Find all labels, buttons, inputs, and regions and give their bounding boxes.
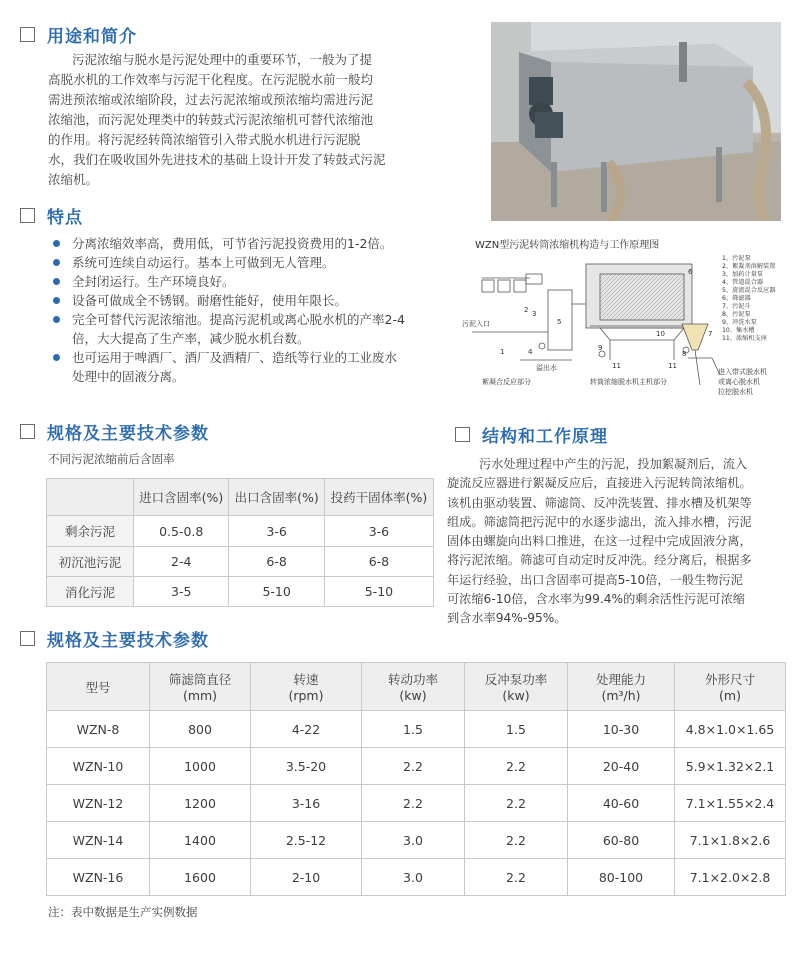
header-label: 外形尺寸	[704, 672, 755, 687]
table-header-row	[47, 479, 434, 516]
table-cell: WZN-12	[47, 785, 150, 822]
diagram-number: 5	[557, 318, 562, 326]
legend-item: 6、筛滤器	[722, 295, 751, 302]
table-cell: 80-100	[568, 859, 675, 896]
table-cell: 2.2	[362, 748, 465, 785]
table-header-cell: 出口含固率(%)	[229, 479, 324, 516]
table-cell: 2.2	[362, 785, 465, 822]
table-row	[47, 859, 786, 896]
table-cell: 初沉池污泥	[47, 547, 134, 577]
diagram-number: 10	[656, 330, 665, 338]
part-left-label: 絮凝合反应部分	[482, 378, 531, 386]
diagram-drawing	[460, 250, 790, 406]
table-cell: 6-8	[229, 547, 324, 577]
features-heading	[20, 203, 83, 228]
legend-item: 5、旋流混合反应器	[722, 287, 776, 294]
diagram-number: 4	[528, 348, 533, 356]
table-cell: 4.8×1.0×1.65	[675, 711, 786, 748]
diagram-number: 11	[668, 362, 677, 370]
feature-line: 倍，大大提高了生产率，减少脱水机台数。	[72, 331, 310, 346]
checkbox-square-icon	[20, 631, 35, 646]
table-cell: 60-80	[568, 822, 675, 859]
diagram-number: 3	[532, 310, 537, 318]
structure-line: 旋流反应器进行絮凝反应后，直接进入污泥转筒浓缩机。	[447, 476, 752, 491]
diagram-number: 8	[682, 350, 687, 358]
table-row	[47, 516, 434, 547]
table-header-cell	[568, 663, 675, 711]
table-header-cell	[47, 479, 134, 516]
features-list	[48, 234, 448, 386]
table-cell: 0.5-0.8	[134, 516, 229, 547]
table-header-cell	[150, 663, 251, 711]
structure-heading	[455, 422, 608, 447]
table-cell: 2-10	[251, 859, 362, 896]
legend-item: 3、加药计量泵	[722, 271, 764, 278]
table-cell: 800	[150, 711, 251, 748]
header-label: 转速	[293, 672, 319, 687]
header-unit: (rpm)	[288, 688, 324, 703]
table-row	[47, 711, 786, 748]
to-press-label: 进入带式脱水机	[718, 368, 767, 376]
table-cell: 1.5	[465, 711, 568, 748]
table-row	[47, 577, 434, 607]
intro-line: 浓缩机。	[48, 172, 99, 187]
bullet-icon	[53, 316, 60, 323]
part-right-label: 转筒浓缩脱水机主机部分	[590, 378, 667, 386]
feature-item	[48, 348, 448, 386]
feature-item	[48, 253, 448, 272]
checkbox-square-icon	[20, 424, 35, 439]
feature-line: 全封闭运行。生产环境良好。	[72, 274, 235, 289]
intro-line: 的作用。将污泥经转筒浓缩管引入带式脱水机进行污泥脱	[48, 132, 361, 147]
checkbox-square-icon	[20, 27, 35, 42]
table-cell: 2.2	[465, 785, 568, 822]
diagram-number: 1	[500, 348, 505, 356]
diagram-number: 11	[612, 362, 621, 370]
table-cell: 3-16	[251, 785, 362, 822]
structure-line: 年运行经验，出口含固率可提高5-10倍，一般生物污泥	[447, 572, 743, 587]
intro-line: 高脱水机的工作效率与污泥干化程度。在污泥脱水前一般均	[48, 72, 374, 87]
to-press-label: 拉挖脱水机	[718, 388, 753, 396]
spec1-title: 规格及主要技术参数	[47, 424, 209, 444]
intro-line: 浓缩池，而污泥处理类中的转鼓式污泥浓缩机可替代浓缩池	[48, 112, 374, 127]
table-cell: 1200	[150, 785, 251, 822]
table-row	[47, 748, 786, 785]
table-note: 注：表中数据是生产实例数据	[48, 905, 198, 919]
table-cell: 3-6	[229, 516, 324, 547]
feature-line: 完全可替代污泥浓缩池。提高污泥机或离心脱水机的产率2-4	[72, 312, 405, 327]
table-cell: WZN-8	[47, 711, 150, 748]
table-header-row	[47, 663, 786, 711]
table-cell: 3.0	[362, 859, 465, 896]
intro-line: 水，我们在吸收国外先进技术的基础上设计开发了转鼓式污泥	[48, 152, 386, 167]
table-cell: 1400	[150, 822, 251, 859]
feature-item	[48, 310, 448, 348]
header-unit: (kw)	[399, 688, 427, 703]
table-cell: 20-40	[568, 748, 675, 785]
intro-paragraph	[48, 50, 438, 190]
table-row	[47, 547, 434, 577]
table-cell: 2.2	[465, 748, 568, 785]
table-cell: 10-30	[568, 711, 675, 748]
table-header-cell	[251, 663, 362, 711]
table-cell: 7.1×1.8×2.6	[675, 822, 786, 859]
spec2-title: 规格及主要技术参数	[47, 631, 209, 651]
table-cell: 40-60	[568, 785, 675, 822]
table-header-cell	[47, 663, 150, 711]
table-header-cell	[362, 663, 465, 711]
structure-line: 可浓缩6-10倍，含水率为99.4%的剩余活性污泥可浓缩	[447, 592, 745, 607]
spec2-heading	[20, 626, 209, 651]
header-unit: (kw)	[502, 688, 530, 703]
table-cell: WZN-10	[47, 748, 150, 785]
feature-line: 处理中的固液分离。	[72, 369, 185, 384]
product-photo	[491, 22, 781, 221]
table-cell: 7.1×2.0×2.8	[675, 859, 786, 896]
table-header-cell	[465, 663, 568, 711]
table-cell: 2.5-12	[251, 822, 362, 859]
table-row	[47, 785, 786, 822]
diagram-number: 7	[708, 330, 713, 338]
table-cell: 3.0	[362, 822, 465, 859]
structure-title: 结构和工作原理	[482, 427, 608, 447]
structure-line: 污水处理过程中产生的污泥，投加絮凝剂后，流入	[479, 457, 748, 471]
legend-item: 11、浓缩机支座	[722, 335, 767, 342]
intro-line: 需进预浓缩或浓缩阶段，过去污泥浓缩或预浓缩均需进污泥	[48, 92, 374, 107]
table-cell: 剩余污泥	[47, 516, 134, 547]
structure-line: 将污泥浓缩。筛滤可自动定时反冲洗。经分离后，根据多	[447, 553, 752, 568]
feature-line: 设备可做成全不锈钢。耐磨性能好，使用年限长。	[72, 293, 348, 308]
header-label: 筛滤筒直径	[168, 672, 232, 687]
feature-line: 分离浓缩效率高，费用低，可节省污泥投资费用的1-2倍。	[72, 236, 393, 251]
legend-item: 2、絮凝剂溶解装置	[722, 263, 776, 270]
spec1-heading	[20, 419, 209, 444]
table-cell: WZN-14	[47, 822, 150, 859]
table-header-cell: 投药干固体率(%)	[324, 479, 433, 516]
overflow-label: 溢出水	[536, 364, 557, 372]
legend-item: 7、污泥斗	[722, 303, 751, 310]
inlet-label: 污泥入口	[462, 320, 490, 328]
header-label: 转动功率	[387, 672, 438, 687]
diagram-number: 6	[688, 268, 693, 276]
bullet-icon	[53, 354, 60, 361]
structure-paragraph	[447, 455, 787, 629]
features-title: 特点	[47, 208, 83, 228]
table-cell: 1600	[150, 859, 251, 896]
table-cell: 消化污泥	[47, 577, 134, 607]
table-cell: 1.5	[362, 711, 465, 748]
structure-line: 该机由驱动装置、筛滤筒、反冲洗装置、排水槽及机架等	[447, 495, 752, 510]
structure-line: 到含水率94%-95%。	[447, 611, 567, 626]
structure-diagram	[460, 236, 790, 406]
header-unit: (mm)	[182, 688, 218, 703]
table-header-cell: 进口含固率(%)	[134, 479, 229, 516]
table-header-cell	[675, 663, 786, 711]
table-cell: 5-10	[324, 577, 433, 607]
table-cell: 6-8	[324, 547, 433, 577]
solids-table	[46, 478, 434, 607]
table-cell: 4-22	[251, 711, 362, 748]
table-cell: 5-10	[229, 577, 324, 607]
diagram-caption: WZN型污泥转筒浓缩机构造与工作原理图	[475, 240, 660, 251]
table-cell: WZN-16	[47, 859, 150, 896]
intro-line: 污泥浓缩与脱水是污泥处理中的重要环节，一般为了提	[72, 52, 373, 67]
table-cell: 2.2	[465, 822, 568, 859]
table-row	[47, 822, 786, 859]
structure-line: 固体由螺旋向出料口推进，在这一过程中完成固液分离，	[447, 534, 752, 549]
header-label: 型号	[85, 679, 111, 695]
bullet-icon	[53, 278, 60, 285]
header-unit: (m)	[719, 688, 741, 703]
header-unit: (m³/h)	[601, 688, 641, 703]
table-cell: 3.5-20	[251, 748, 362, 785]
checkbox-square-icon	[20, 208, 35, 223]
feature-line: 也可运用于啤酒厂、酒厂及酒精厂、造纸等行业的工业废水	[72, 350, 398, 365]
diagram-number: 2	[524, 306, 529, 314]
checkbox-square-icon	[455, 427, 470, 442]
feature-item	[48, 234, 448, 253]
feature-line: 系统可连续自动运行。基本上可做到无人管理。	[72, 255, 335, 270]
table-cell: 7.1×1.55×2.4	[675, 785, 786, 822]
bullet-icon	[53, 297, 60, 304]
header-label: 处理能力	[595, 672, 646, 687]
structure-line: 组成。筛滤筒把污泥中的水逐步滤出，流入排水槽，污泥	[447, 514, 752, 529]
feature-item	[48, 272, 448, 291]
table-cell: 1000	[150, 748, 251, 785]
legend-item: 9、冲洗水泵	[722, 319, 757, 326]
intro-heading	[20, 22, 137, 47]
diagram-number: 9	[598, 344, 603, 352]
model-spec-table	[46, 662, 786, 896]
bullet-icon	[53, 240, 60, 247]
legend-item: 1、污泥泵	[722, 255, 751, 262]
spec1-subtitle: 不同污泥浓缩前后含固率	[48, 452, 175, 466]
table-cell: 2-4	[134, 547, 229, 577]
legend-item: 10、集水槽	[722, 327, 755, 334]
legend-item: 8、污泥泵	[722, 311, 751, 318]
to-press-label: 或离心脱水机	[718, 378, 760, 386]
legend-item: 4、管道混合器	[722, 279, 764, 286]
bullet-icon	[53, 259, 60, 266]
drum-thickener-illustration	[491, 22, 781, 221]
table-cell: 3-5	[134, 577, 229, 607]
table-cell: 2.2	[465, 859, 568, 896]
table-cell: 5.9×1.32×2.1	[675, 748, 786, 785]
table-cell: 3-6	[324, 516, 433, 547]
intro-title: 用途和简介	[47, 27, 137, 47]
feature-item	[48, 291, 448, 310]
header-label: 反冲泵功率	[484, 672, 548, 687]
